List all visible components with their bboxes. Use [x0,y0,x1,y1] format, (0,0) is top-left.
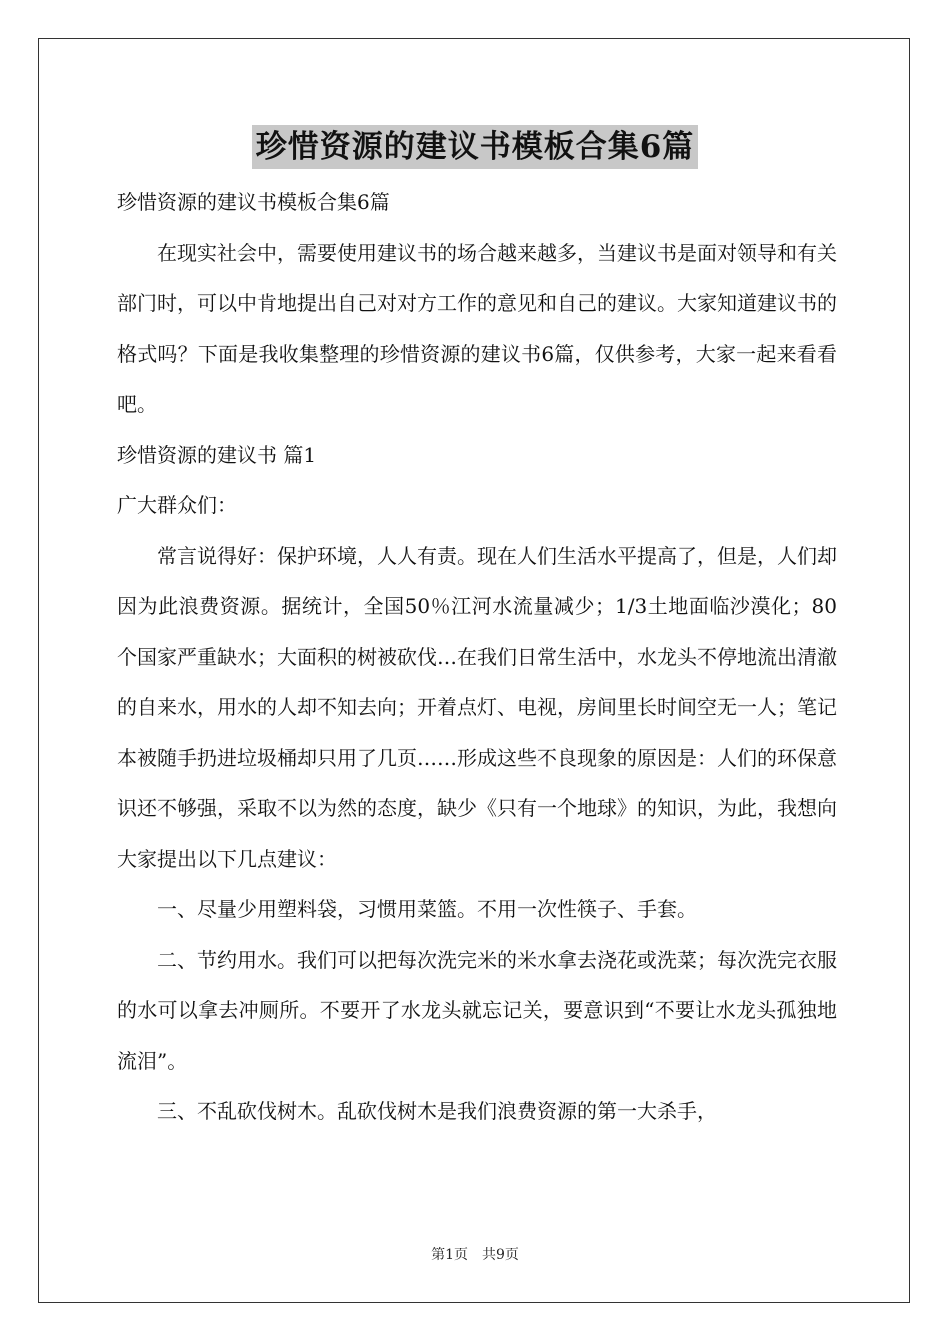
document-body [117,177,837,1137]
intro-paragraph: 在现实社会中，需要使用建议书的场合越来越多，当建议书是面对领导和有关部门时，可以中肯地提出自己对对方工作的意见和自己的建议。大家知道建议书的格式吗？下面是我收集整理的珍惜资源的建议书6篇，仅供参考，大家一起来看看吧。 [117,240,837,416]
suggestion-3: 三、不乱砍伐树木。乱砍伐树木是我们浪费资源的第一大杀手， [157,1099,717,1123]
body-paragraph: 常言说得好：保护环境，人人有责。现在人们生活水平提高了，但是，人们却因为此浪费资源。据统计，全国50％江河水流量减少；1/3土地面临沙漠化；80个国家严重缺水；大面积的树被砍伐…在我们日常生活中，水龙头不停地流出清澈的自来水，用水的人却不知去向；开着点灯、电视，房间里长时间空无一人；笔记本被随手扔进垃圾桶却只用了几页……形成这些不良现象的原因是：人们的环保意识还不够强，采取不以为然的态度，缺少《只有一个地球》的知识，为此，我想向大家提出以下几点建议： [117,543,837,871]
suggestion-1: 一、尽量少用塑料袋，习惯用菜篮。不用一次性筷子、手套。 [157,897,697,921]
salutation: 广大群众们： [117,493,237,517]
document-title: 珍惜资源的建议书模板合集6篇 [252,125,699,169]
page-footer: 第1页 共9页 [431,1247,519,1263]
title-container [0,125,950,169]
section-heading: 珍惜资源的建议书 篇1 [117,442,317,467]
suggestion-2: 二、节约用水。我们可以把每次洗完米的米水拿去浇花或洗菜；每次洗完衣服的水可以拿去冲厕所。不要开了水龙头就忘记关，要意识到“不要让水龙头孤独地流泪”。 [117,947,837,1073]
subtitle-line: 珍惜资源的建议书模板合集6篇 [117,190,390,214]
